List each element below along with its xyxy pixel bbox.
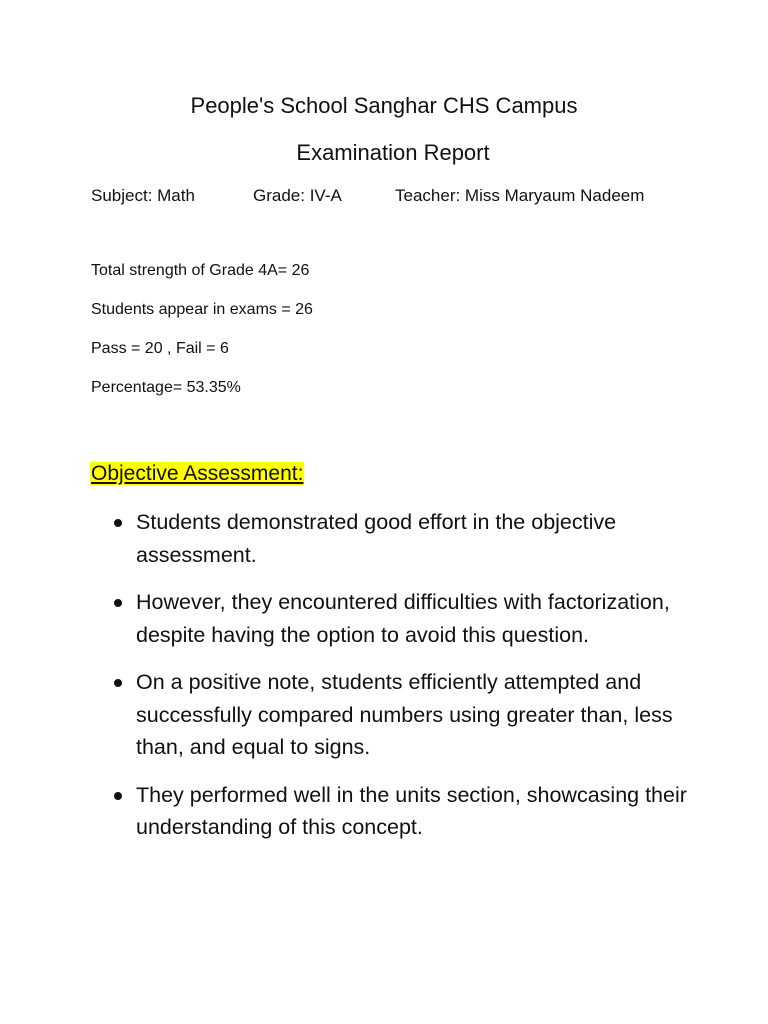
report-title: Examination Report: [296, 140, 490, 165]
objective-assessment-heading: [90, 460, 304, 488]
stat-pass-fail: Pass = 20 , Fail = 6: [91, 340, 229, 357]
bullet-icon: [114, 679, 122, 687]
list-item: [112, 779, 692, 844]
objective-assessment-list: [112, 506, 692, 859]
list-item: [112, 506, 692, 571]
stat-percentage: Percentage= 53.35%: [91, 379, 241, 396]
list-item-text: On a positive note, students efficiently attempted and successfully compared numbers using greater than, less than, and equal to signs.: [136, 670, 673, 759]
list-item-text: Students demonstrated good effort in the objective assessment.: [136, 510, 617, 567]
list-item: [112, 586, 692, 651]
list-item: [112, 666, 692, 764]
list-item-text: However, they encountered difficulties with factorization, despite having the option to avoid this question.: [136, 590, 670, 647]
report-meta-row: [91, 184, 731, 208]
objective-assessment-heading-text: Objective Assessment:: [91, 462, 304, 485]
exam-statistics: [91, 260, 691, 416]
stat-students-appeared: Students appear in exams = 26: [91, 301, 313, 318]
teacher-label: Teacher: Miss Maryaum Nadeem: [395, 186, 645, 205]
list-item-text: They performed well in the units section, showcasing their understanding of this concept.: [136, 782, 687, 839]
subject-label: Subject: Math: [91, 186, 195, 205]
stat-total-strength: Total strength of Grade 4A= 26: [91, 262, 310, 279]
bullet-icon: [114, 519, 122, 527]
grade-label: Grade: IV-A: [253, 186, 342, 205]
bullet-icon: [114, 599, 122, 607]
bullet-icon: [114, 792, 122, 800]
school-name: People's School Sanghar CHS Campus: [190, 93, 578, 118]
